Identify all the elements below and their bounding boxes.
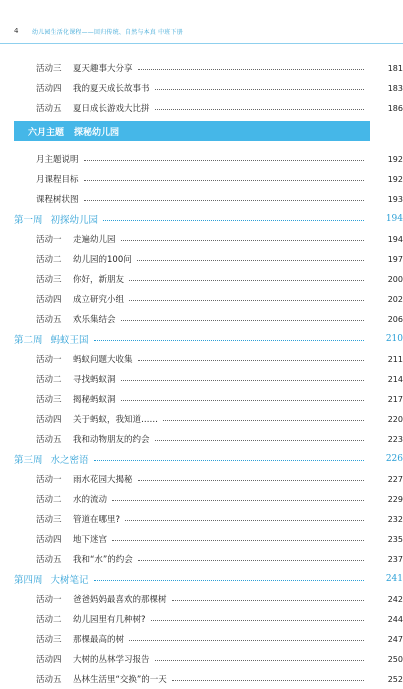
entry-label: 活动五 <box>36 675 62 685</box>
toc-entry[interactable] <box>0 389 403 409</box>
dot-leader <box>163 420 364 421</box>
toc-intro-entry[interactable] <box>0 149 403 169</box>
entry-page: 206 <box>387 314 403 324</box>
entry-page: 214 <box>387 374 403 384</box>
entry-page: 242 <box>387 594 403 604</box>
dot-leader <box>84 160 364 161</box>
entry-page: 252 <box>387 674 403 684</box>
dot-leader <box>121 320 364 321</box>
week-page: 226 <box>385 454 403 464</box>
entry-page: 217 <box>387 394 403 404</box>
dot-leader <box>125 520 364 521</box>
page-header <box>0 0 403 48</box>
entry-page: 194 <box>387 234 403 244</box>
entry-title: 寻找蚂蚁洞 <box>73 375 116 385</box>
entry-page: 202 <box>387 294 403 304</box>
week-heading[interactable] <box>0 449 403 469</box>
page-number: 4 <box>14 27 19 35</box>
dot-leader <box>103 220 364 221</box>
toc-entry[interactable] <box>0 249 403 269</box>
entry-title: 丛林生活里“交换”的一天 <box>73 675 167 685</box>
entry-label: 活动三 <box>36 635 62 645</box>
entry-page: 197 <box>387 254 403 264</box>
entry-title: 课程树状图 <box>36 195 79 205</box>
week-heading[interactable] <box>0 209 403 229</box>
dot-leader <box>155 440 364 441</box>
dot-leader <box>155 89 364 90</box>
dot-leader <box>84 180 364 181</box>
dot-leader <box>138 69 364 70</box>
entry-label: 活动五 <box>36 104 62 114</box>
toc-entry[interactable] <box>0 309 403 329</box>
dot-leader <box>84 200 364 201</box>
toc-entry[interactable] <box>0 289 403 309</box>
entry-title: 管道在哪里? <box>73 515 121 525</box>
entry-label: 活动四 <box>36 295 62 305</box>
entry-page: 192 <box>387 154 403 164</box>
entry-label: 活动二 <box>36 375 62 385</box>
entry-title: 幼儿园的100问 <box>73 255 132 265</box>
entry-page: 200 <box>387 274 403 284</box>
entry-title: 成立研究小组 <box>73 295 125 305</box>
toc-entry[interactable] <box>0 649 403 669</box>
toc-entry[interactable] <box>0 609 403 629</box>
toc-entry[interactable] <box>0 78 403 98</box>
theme-title: 探秘幼儿园 <box>74 127 120 138</box>
dot-leader <box>121 380 364 381</box>
dot-leader <box>137 260 364 261</box>
dot-leader <box>129 300 364 301</box>
entry-page: 186 <box>387 103 403 113</box>
entry-label: 活动一 <box>36 355 62 365</box>
toc-entry[interactable] <box>0 469 403 489</box>
entry-label: 活动三 <box>36 275 62 285</box>
entry-page: 237 <box>387 554 403 564</box>
entry-title: 欢乐集结会 <box>73 315 116 325</box>
entry-title: 蚂蚁问题大收集 <box>73 355 133 365</box>
dot-leader <box>138 480 364 481</box>
theme-banner <box>14 121 370 141</box>
toc-top-list <box>0 58 403 118</box>
toc-entry[interactable] <box>0 589 403 609</box>
entry-label: 活动四 <box>36 84 62 94</box>
toc-main-list <box>0 149 403 689</box>
theme-label: 六月主题 <box>28 127 65 138</box>
entry-page: 183 <box>387 83 403 93</box>
entry-page: 211 <box>387 354 403 364</box>
dot-leader <box>112 540 364 541</box>
week-title: 蚂蚁王国 <box>50 335 89 346</box>
toc-entry[interactable] <box>0 58 403 78</box>
toc-entry[interactable] <box>0 229 403 249</box>
entry-title: 那棵最高的树 <box>73 635 125 645</box>
entry-label: 活动二 <box>36 255 62 265</box>
toc-entry[interactable] <box>0 369 403 389</box>
entry-title: 我和“水”的约会 <box>73 555 133 565</box>
week-label: 第三周 <box>14 455 43 466</box>
entry-label: 活动四 <box>36 415 62 425</box>
toc-entry[interactable] <box>0 98 403 118</box>
entry-page: 193 <box>387 194 403 204</box>
entry-title: 我的夏天成长故事书 <box>73 84 150 94</box>
week-heading[interactable] <box>0 329 403 349</box>
entry-label: 活动五 <box>36 315 62 325</box>
week-label: 第二周 <box>14 335 43 346</box>
entry-title: 地下迷宫 <box>73 535 108 545</box>
running-title: 幼儿园生活化课程——回归传统、自然与本真 中班下册 <box>32 29 183 36</box>
toc-entry[interactable] <box>0 549 403 569</box>
entry-label: 活动一 <box>36 475 62 485</box>
entry-title: 水的流动 <box>73 495 108 505</box>
entry-label: 活动二 <box>36 495 62 505</box>
toc-intro-entry[interactable] <box>0 189 403 209</box>
entry-page: 229 <box>387 494 403 504</box>
toc-entry[interactable] <box>0 509 403 529</box>
dot-leader <box>138 560 364 561</box>
dot-leader <box>112 500 364 501</box>
entry-title: 爸爸妈妈最喜欢的那棵树 <box>73 595 167 605</box>
entry-page: 192 <box>387 174 403 184</box>
entry-label: 活动三 <box>36 515 62 525</box>
entry-page: 250 <box>387 654 403 664</box>
week-page: 241 <box>385 574 403 584</box>
entry-label: 活动四 <box>36 535 62 545</box>
entry-label: 活动二 <box>36 615 62 625</box>
entry-page: 247 <box>387 634 403 644</box>
toc-entry[interactable] <box>0 529 403 549</box>
dot-leader <box>172 680 364 681</box>
entry-title: 关于蚂蚁，我知道…… <box>73 415 159 425</box>
dot-leader <box>172 600 364 601</box>
toc-entry[interactable] <box>0 429 403 449</box>
dot-leader <box>121 240 364 241</box>
dot-leader <box>94 580 364 581</box>
dot-leader <box>151 620 364 621</box>
dot-leader <box>94 460 364 461</box>
dot-leader <box>94 340 364 341</box>
entry-title: 大树的丛林学习报告 <box>73 655 150 665</box>
week-heading[interactable] <box>0 569 403 589</box>
entry-page: 181 <box>387 63 403 73</box>
dot-leader <box>138 360 364 361</box>
toc-entry[interactable] <box>0 409 403 429</box>
entry-label: 活动一 <box>36 235 62 245</box>
toc-entry[interactable] <box>0 669 403 689</box>
week-title: 大树笔记 <box>50 575 89 586</box>
entry-label: 活动三 <box>36 64 62 74</box>
entry-page: 244 <box>387 614 403 624</box>
entry-title: 月课程目标 <box>36 175 79 185</box>
week-label: 第四周 <box>14 575 43 586</box>
entry-label: 活动三 <box>36 395 62 405</box>
entry-title: 幼儿园里有几种树? <box>73 615 146 625</box>
entry-page: 232 <box>387 514 403 524</box>
week-page: 210 <box>385 334 403 344</box>
entry-title: 揭秘蚂蚁洞 <box>73 395 116 405</box>
week-title: 水之密语 <box>50 455 89 466</box>
header-rule <box>0 43 403 44</box>
entry-label: 活动五 <box>36 435 62 445</box>
entry-title: 我和动物朋友的约会 <box>73 435 150 445</box>
entry-label: 活动四 <box>36 655 62 665</box>
week-title: 初探幼儿园 <box>50 215 99 226</box>
entry-page: 220 <box>387 414 403 424</box>
entry-title: 雨水花园大揭秘 <box>73 475 133 485</box>
toc-intro-entry[interactable] <box>0 169 403 189</box>
entry-page: 235 <box>387 534 403 544</box>
dot-leader <box>129 640 364 641</box>
dot-leader <box>121 400 364 401</box>
entry-title: 月主题说明 <box>36 155 79 165</box>
toc-entry[interactable] <box>0 629 403 649</box>
week-label: 第一周 <box>14 215 43 226</box>
entry-title: 夏日成长游戏大比拼 <box>73 104 150 114</box>
entry-title: 走遍幼儿园 <box>73 235 116 245</box>
entry-title: 夏天趣事大分享 <box>73 64 133 74</box>
entry-page: 223 <box>387 434 403 444</box>
toc-entry[interactable] <box>0 349 403 369</box>
dot-leader <box>155 109 364 110</box>
entry-page: 227 <box>387 474 403 484</box>
entry-label: 活动一 <box>36 595 62 605</box>
entry-title: 你好，新朋友 <box>73 275 125 285</box>
dot-leader <box>155 660 364 661</box>
toc-entry[interactable] <box>0 489 403 509</box>
entry-label: 活动五 <box>36 555 62 565</box>
week-page: 194 <box>385 214 403 224</box>
dot-leader <box>129 280 364 281</box>
toc-entry[interactable] <box>0 269 403 289</box>
